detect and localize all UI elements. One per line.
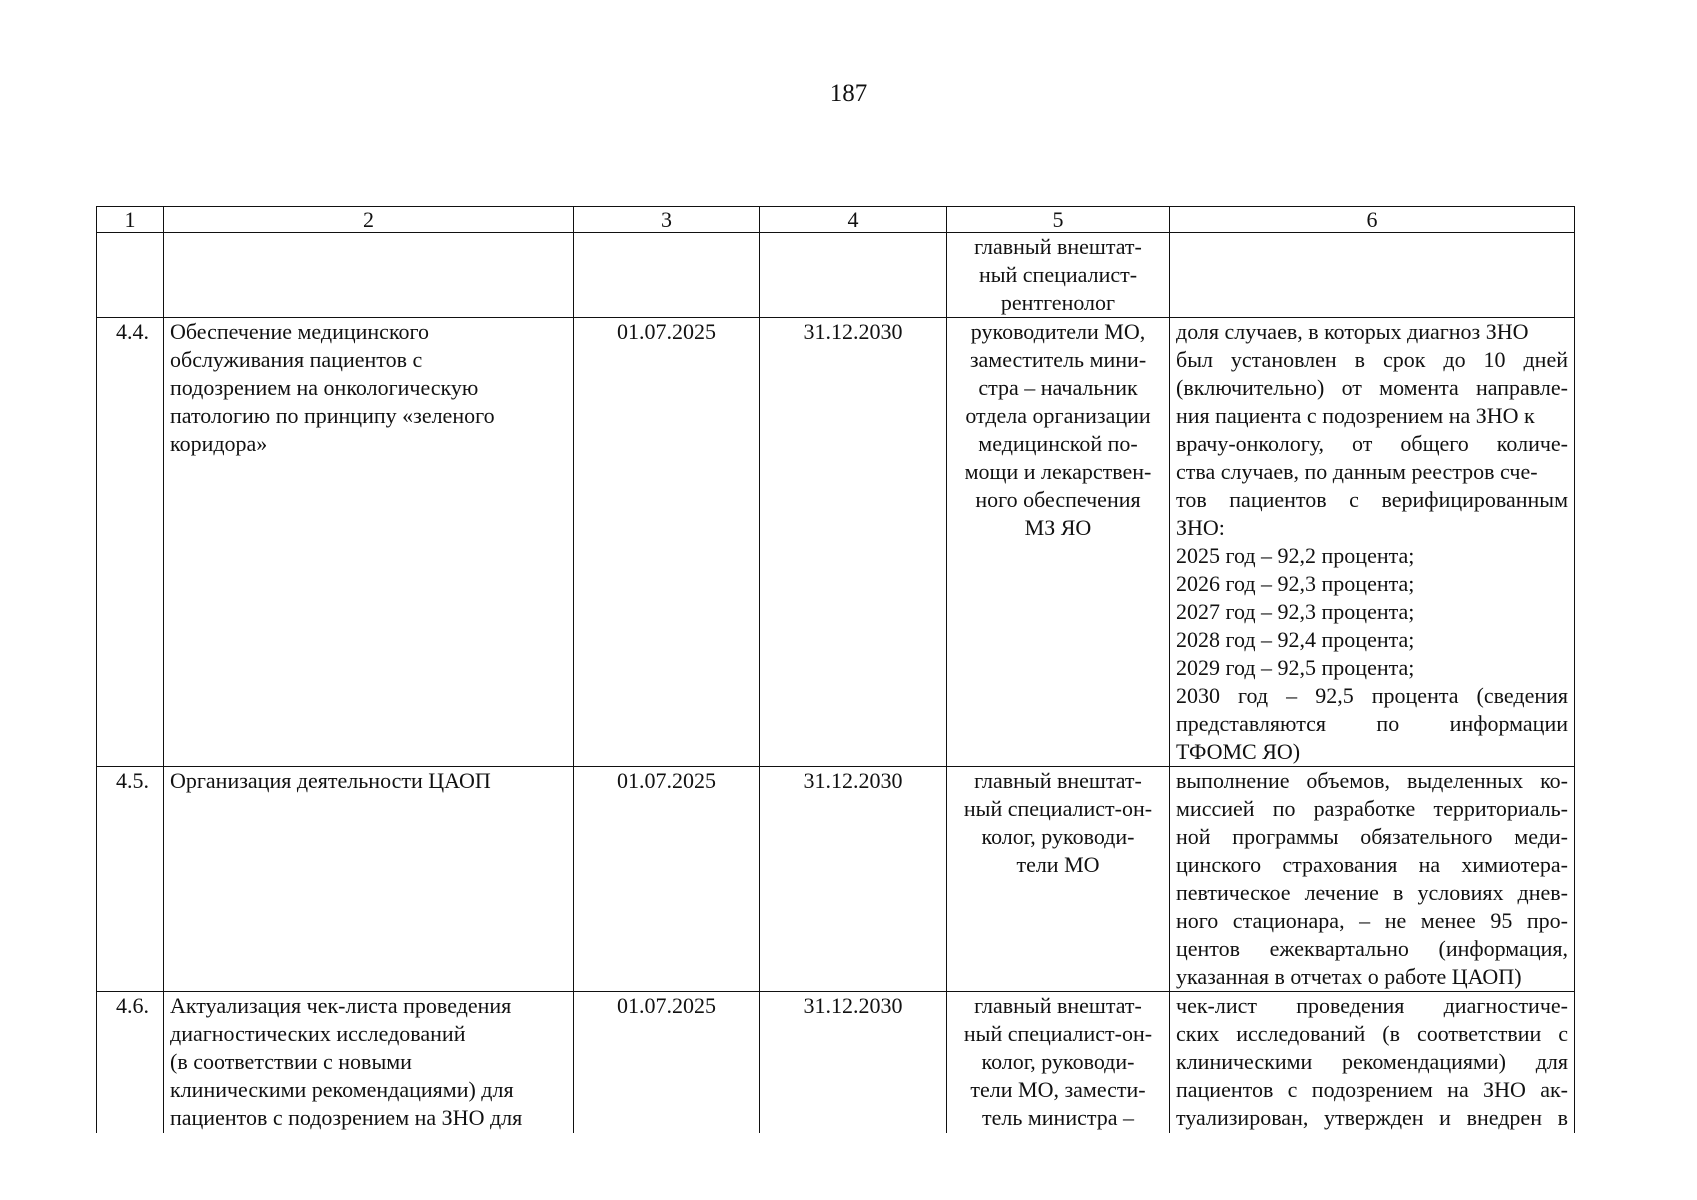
measure-title <box>164 767 574 992</box>
cell-num <box>97 233 164 318</box>
measure-title <box>164 318 574 767</box>
responsible-line: отдела организации <box>965 403 1151 428</box>
indicator-line: 2025 год – 92,2 процента; <box>1176 543 1415 568</box>
responsible-line: тель министра – <box>981 1105 1135 1130</box>
column-number-5: 5 <box>947 207 1170 233</box>
table-row <box>97 767 1575 992</box>
start-date: 01.07.2025 <box>574 767 760 992</box>
indicator-line: 2026 год – 92,3 процента; <box>1176 571 1415 596</box>
indicator-line: тов пациентов с верифицированным <box>1176 487 1568 512</box>
responsible-line: медицинской по- <box>978 431 1138 456</box>
indicator-line: выполнение объемов, выделенных ко- <box>1176 768 1568 793</box>
title-line: Обеспечение медицинского <box>170 319 429 344</box>
end-date: 31.12.2030 <box>760 992 947 1134</box>
indicator-line: указанная в отчетах о работе ЦАОП) <box>1176 964 1522 989</box>
title-line: клиническими рекомендациями) для <box>170 1077 514 1102</box>
row-number: 4.4. <box>97 318 164 767</box>
indicator-line: ства случаев, по данным реестров сче- <box>1176 459 1538 484</box>
indicator-line: певтическое лечение в условиях днев- <box>1176 880 1568 905</box>
responsible-persons <box>947 992 1170 1134</box>
indicator-line: (включительно) от момента направле- <box>1176 375 1568 400</box>
responsible-line: колог, руководи- <box>981 1049 1135 1074</box>
row-number: 4.5. <box>97 767 164 992</box>
responsible-line: колог, руководи- <box>981 824 1135 849</box>
title-line: патологию по принципу «зеленого <box>170 403 495 428</box>
indicator-line: 2027 год – 92,3 процента; <box>1176 599 1415 624</box>
responsible-persons <box>947 767 1170 992</box>
indicator-line: миссией по разработке территориаль- <box>1176 796 1568 821</box>
indicator-line: центов ежеквартально (информация, <box>1176 936 1568 961</box>
column-number-1: 1 <box>97 207 164 233</box>
start-date: 01.07.2025 <box>574 318 760 767</box>
responsible-line: тели МО, замести- <box>970 1077 1146 1102</box>
title-line: подозрением на онкологическую <box>170 375 479 400</box>
end-date: 31.12.2030 <box>760 318 947 767</box>
column-number-3: 3 <box>574 207 760 233</box>
responsible-line: МЗ ЯО <box>1024 515 1092 540</box>
indicator-text <box>1170 318 1575 767</box>
indicator-text <box>1170 767 1575 992</box>
indicator-line: 2029 год – 92,5 процента; <box>1176 655 1415 680</box>
title-line: коридора» <box>170 431 268 456</box>
responsible-line: ный специалист-он- <box>963 1021 1153 1046</box>
indicator-line: цинского страхования на химиотера- <box>1176 852 1568 877</box>
table-row <box>97 318 1575 767</box>
indicator-line: туализирован, утвержден и внедрен в <box>1176 1105 1568 1130</box>
responsible-line: ный специалист-он- <box>963 796 1153 821</box>
responsible-line: главный внештат- <box>974 768 1142 793</box>
indicator-line: ного стационара, – не менее 95 про- <box>1176 908 1568 933</box>
cell-indicator <box>1170 233 1575 318</box>
end-date: 31.12.2030 <box>760 767 947 992</box>
responsible-line: рентгенолог <box>1000 290 1116 315</box>
start-date: 01.07.2025 <box>574 992 760 1134</box>
title-line: (в соответствии с новыми <box>170 1049 412 1074</box>
responsible-line: мощи и лекарствен- <box>964 459 1152 484</box>
indicator-line: ТФОМС ЯО) <box>1176 739 1301 764</box>
indicator-line: представляются по информации <box>1176 711 1568 736</box>
cell-title <box>164 233 574 318</box>
indicator-line: чек-лист проведения диагностиче- <box>1176 993 1568 1018</box>
cell-end <box>760 233 947 318</box>
title-line: диагностических исследований <box>170 1021 466 1046</box>
responsible-line: стра – начальник <box>978 375 1138 400</box>
table-row-continuation <box>97 233 1575 318</box>
responsible-line: главный внештат- <box>974 234 1142 259</box>
row-number: 4.6. <box>97 992 164 1134</box>
responsible-line: главный внештат- <box>974 993 1142 1018</box>
indicator-line: ной программы обязательного меди- <box>1176 824 1568 849</box>
column-number-4: 4 <box>760 207 947 233</box>
cell-responsible <box>947 233 1170 318</box>
page-number: 187 <box>829 80 868 107</box>
measure-title <box>164 992 574 1134</box>
indicator-line: врачу-онкологу, от общего количе- <box>1176 431 1568 456</box>
column-number-6: 6 <box>1170 207 1575 233</box>
title-line: Актуализация чек-листа проведения <box>170 993 512 1018</box>
title-line: Организация деятельности ЦАОП <box>170 768 491 793</box>
indicator-line: доля случаев, в которых диагноз ЗНО <box>1176 319 1529 344</box>
responsible-persons <box>947 318 1170 767</box>
indicator-text <box>1170 992 1575 1134</box>
column-number-2: 2 <box>164 207 574 233</box>
responsible-line: тели МО <box>1016 852 1100 877</box>
responsible-line: ный специалист- <box>978 262 1138 287</box>
indicator-line: клиническими рекомендациями) для <box>1176 1049 1568 1074</box>
indicator-line: 2030 год – 92,5 процента (сведения <box>1176 683 1568 708</box>
table-row <box>97 992 1575 1134</box>
indicator-line: ния пациента с подозрением на ЗНО к <box>1176 403 1535 428</box>
indicator-line: ских исследований (в соответствии с <box>1176 1021 1568 1046</box>
responsible-line: руководители МО, <box>970 319 1146 344</box>
measures-table <box>96 206 1575 1133</box>
indicator-line: 2028 год – 92,4 процента; <box>1176 627 1415 652</box>
title-line: пациентов с подозрением на ЗНО для <box>170 1105 523 1130</box>
table-header-row <box>97 207 1575 233</box>
indicator-line: ЗНО: <box>1176 515 1225 540</box>
cell-start <box>574 233 760 318</box>
title-line: обслуживания пациентов с <box>170 347 423 372</box>
indicator-line: был установлен в срок до 10 дней <box>1176 347 1568 372</box>
indicator-line: пациентов с подозрением на ЗНО ак- <box>1176 1077 1568 1102</box>
responsible-line: ного обеспечения <box>975 487 1141 512</box>
responsible-line: заместитель мини- <box>969 347 1147 372</box>
